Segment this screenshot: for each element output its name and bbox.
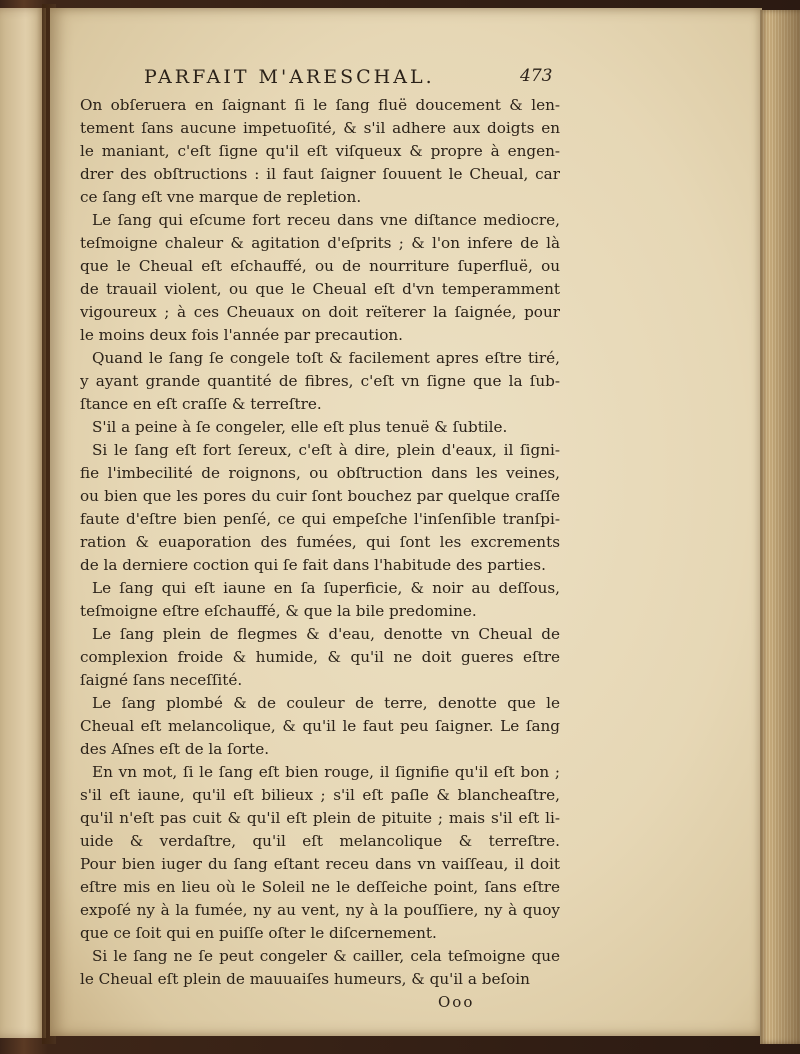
text-line: le maniant, c'eſt ſigne qu'il eſt viſqueux & propre à engen- — [80, 142, 560, 160]
catchword: Ooo — [438, 993, 475, 1011]
text-line: teſmoigne eſtre eſchauffé, & que la bile predomine. — [80, 602, 477, 620]
text-line: Le ſang qui eſcume fort receu dans vne diſtance mediocre, — [92, 211, 560, 229]
text-line: le Cheual eſt plein de mauuaiſes humeurs, & qu'il a beſoin — [80, 970, 530, 988]
running-title: PARFAIT M'ARESCHAL. — [144, 66, 435, 88]
text-line: Le ſang qui eſt iaune en ſa ſuperficie, & noir au deſſous, — [92, 579, 560, 597]
text-line: qu'il n'eſt pas cuit & qu'il eſt plein de pituite ; mais s'il eſt li- — [80, 809, 560, 827]
page-number: 473 — [520, 66, 553, 86]
text-line: ou bien que les pores du cuir ſont bouchez par quelque craſſe — [80, 487, 560, 505]
text-line: ce ſang eſt vne marque de repletion. — [80, 188, 362, 206]
text-line: Si le ſang eſt fort ſereux, c'eſt à dire, plein d'eaux, il ſigni- — [92, 441, 560, 459]
text-line: teſmoigne chaleur & agitation d'eſprits ; & l'on infere de là — [80, 234, 560, 252]
text-line: On obſeruera en ſaignant ſi le ſang fluë doucement & len- — [80, 96, 560, 114]
left-facing-page-edge — [0, 8, 46, 1038]
text-line: drer des obſtructions : il faut ſaigner ſouuent le Cheual, car — [80, 165, 560, 183]
text-line: de la derniere coction qui ſe fait dans l'habitude des parties. — [80, 556, 546, 574]
text-line: s'il eſt iaune, qu'il eſt bilieux ; s'il eſt paſle & blancheaſtre, — [80, 786, 560, 804]
text-line: En vn mot, ſi le ſang eſt bien rouge, il ſignifie qu'il eſt bon ; — [92, 763, 560, 781]
text-line: expoſé ny à la fumée, ny au vent, ny à la pouſſiere, ny à quoy — [80, 901, 560, 919]
text-line: eſtre mis en lieu où le Soleil ne le deſſeiche point, ſans eſtre — [80, 878, 560, 896]
text-line: tement ſans aucune impetuoſité, & s'il adhere aux doigts en — [80, 119, 560, 137]
text-line: Quand le ſang ſe congele toſt & facilement apres eſtre tiré, — [92, 349, 560, 367]
page-edges-shadow — [770, 10, 800, 1044]
text-line: Le ſang plein de flegmes & d'eau, denotte vn Cheual de — [92, 625, 560, 643]
text-line: Cheual eſt melancolique, & qu'il le faut peu ſaigner. Le ſang — [80, 717, 560, 735]
text-line: S'il a peine à ſe congeler, elle eſt plus tenuë & ſubtile. — [92, 418, 508, 436]
body-text — [80, 94, 560, 991]
text-line: que ce ſoit qui en puiſſe oſter le diſcernement. — [80, 924, 437, 942]
text-line: fie l'imbecilité de roignons, ou obſtruction dans les veines, — [80, 464, 560, 482]
text-line: que le Cheual eſt eſchauffé, ou de nourriture ſuperfluë, ou — [80, 257, 560, 275]
text-line: ration & euaporation des fumées, qui ſont les excrements — [80, 533, 560, 551]
text-block — [80, 64, 560, 1011]
running-head — [80, 64, 560, 94]
text-line: complexion froide & humide, & qu'il ne doit gueres eſtre — [80, 648, 560, 666]
text-line: Si le ſang ne ſe peut congeler & cailler, cela teſmoigne que — [92, 947, 560, 965]
text-line: vigoureux ; à ces Cheuaux on doit reïterer la ſaignée, pour — [80, 303, 560, 321]
text-line: y ayant grande quantité de fibres, c'eſt vn ſigne que la ſub- — [80, 372, 560, 390]
text-line: Le ſang plombé & de couleur de terre, denotte que le — [92, 694, 560, 712]
text-line: des Aſnes eſt de la ſorte. — [80, 740, 270, 758]
text-line: ſaigné ſans neceſſité. — [80, 671, 243, 689]
text-line: Pour bien iuger du ſang eſtant receu dans vn vaiſſeau, il doit — [80, 855, 560, 873]
text-line: ſtance en eſt craſſe & terreſtre. — [80, 395, 322, 413]
text-line: de trauail violent, ou que le Cheual eſt d'vn temperamment — [80, 280, 560, 298]
text-line: faute d'eſtre bien penſé, ce qui empeſche l'inſenſible tranſpi- — [80, 510, 560, 528]
text-line: le moins deux fois l'année par precaution. — [80, 326, 403, 344]
text-line: uide & verdaſtre, qu'il eſt melancolique & terreſtre. — [80, 832, 560, 850]
